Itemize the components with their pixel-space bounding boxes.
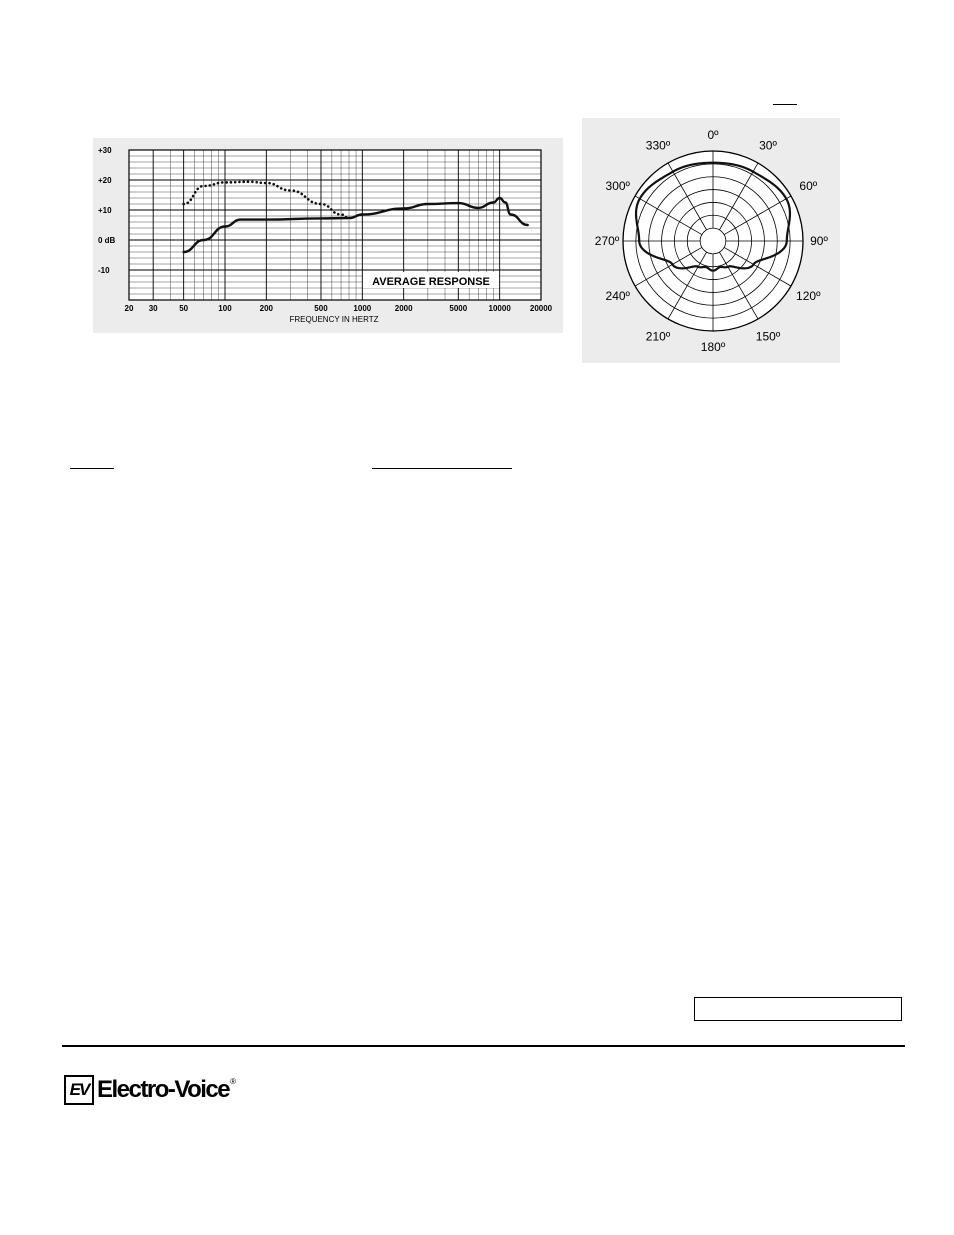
angle-label: 0º <box>707 128 719 142</box>
x-tick-label: 20000 <box>529 304 553 313</box>
y-tick-label: -10 <box>98 266 110 275</box>
registered-mark: ® <box>230 1077 237 1086</box>
y-tick-label: +20 <box>98 176 112 185</box>
underline-mark <box>70 468 114 469</box>
polar-grid <box>623 151 803 331</box>
polar-pattern-chart <box>578 118 846 368</box>
electro-voice-logo <box>64 1074 236 1106</box>
underline-mark <box>773 104 797 105</box>
x-tick-label: 2000 <box>394 304 413 313</box>
chart-title: AVERAGE RESPONSE <box>372 276 490 288</box>
angle-label: 270º <box>594 234 620 248</box>
x-tick-label: 20 <box>124 304 134 313</box>
angle-label: 150º <box>755 329 781 344</box>
underline-mark <box>372 468 512 469</box>
x-tick-label: 30 <box>148 304 158 313</box>
angle-label: 120º <box>796 289 821 303</box>
y-tick-label: +30 <box>98 146 112 155</box>
x-tick-label: 10000 <box>488 304 511 313</box>
frequency-response-chart <box>93 138 563 338</box>
footer-rule <box>62 1045 905 1047</box>
x-tick-label: 500 <box>314 304 328 313</box>
x-tick-label: 200 <box>259 304 274 313</box>
angle-label: 30º <box>759 138 777 153</box>
x-tick-label: 1000 <box>353 304 372 313</box>
angle-label: 210º <box>645 329 671 344</box>
x-tick-label: 50 <box>179 304 189 313</box>
y-tick-label: 0 dB <box>98 236 116 245</box>
empty-box <box>694 997 902 1021</box>
angle-label: 180º <box>700 340 726 354</box>
ev-logo-mark: EV <box>64 1075 94 1105</box>
angle-label: 300º <box>605 179 630 193</box>
logo-wordmark: Electro-Voice <box>97 1076 230 1103</box>
x-tick-label: 100 <box>218 304 232 313</box>
x-tick-label: 5000 <box>449 304 468 313</box>
angle-label: 240º <box>605 289 630 303</box>
y-tick-label: +10 <box>98 206 112 215</box>
x-axis-title: FREQUENCY IN HERTZ <box>289 315 379 324</box>
angle-label: 90º <box>810 234 828 248</box>
angle-label: 330º <box>645 138 671 153</box>
angle-label: 60º <box>799 179 818 193</box>
